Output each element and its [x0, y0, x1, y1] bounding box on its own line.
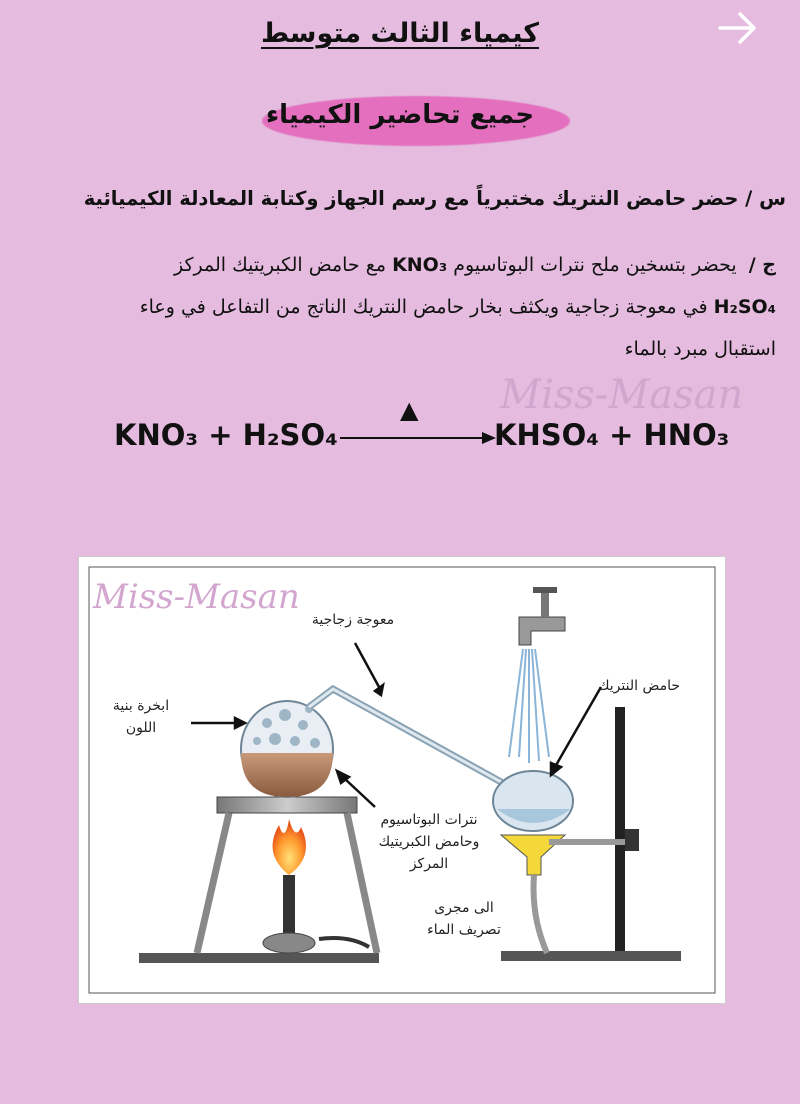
drain-label-line-2: تصريف الماء	[427, 922, 501, 938]
answer-line-1a: يحضر بتسخين ملح نترات البوتاسيوم	[453, 254, 737, 276]
question-text: س / حضر حامض النتريك مختبرياً مع رسم الجهاز وكتابة المعادلة الكيميائية	[83, 187, 786, 210]
drain-label	[409, 897, 519, 941]
answer-line-1b: مع حامض الكبريتيك المركز	[174, 254, 387, 276]
reagents-label-line-3: المركز	[409, 856, 449, 872]
answer-line-2-text: في معوجة زجاجية ويكثف بخار حامض النتريك الناتج من التفاعل في وعاء	[139, 296, 708, 318]
kno3-formula: KNO₃	[392, 254, 448, 276]
page-title: كيمياء الثالث متوسط	[261, 18, 539, 49]
vapors-label-line-1: ابخرة بنية	[112, 698, 170, 714]
equation-products: KHSO₄ + HNO₃	[494, 418, 730, 452]
heat-symbol: ▲	[400, 396, 419, 424]
reagents-label-line-2: وحامض الكبريتيك	[378, 834, 480, 850]
page-subtitle: جميع تحاضير الكيمياء	[265, 100, 535, 130]
answer-line-1	[36, 244, 776, 286]
reagents-label	[359, 809, 499, 875]
tripod-top	[217, 797, 357, 813]
drain-label-line-1: الى مجرى	[434, 900, 494, 916]
reagents-label-line-1: نترات البوتاسيوم	[380, 812, 478, 828]
vapors-label	[93, 695, 189, 739]
equation-reactants: KNO₃ + H₂SO₄	[114, 418, 338, 452]
answer-line-2	[36, 286, 776, 328]
right-bench	[501, 951, 681, 961]
left-bench	[139, 953, 379, 963]
watermark: Miss-Masan	[500, 372, 744, 418]
answer-prefix: ج /	[748, 254, 776, 276]
answer-text	[36, 244, 776, 370]
retort-label: معوجة زجاجية	[311, 612, 395, 628]
vapors-label-line-2: اللون	[125, 720, 157, 736]
answer-line-3: استقبال مبرد بالماء	[624, 338, 776, 360]
apparatus-diagram	[78, 556, 726, 1004]
water-tap	[519, 617, 565, 645]
retort-stand	[615, 707, 625, 951]
burner	[283, 875, 295, 937]
flame-icon	[273, 819, 306, 875]
nitric-acid-label: حامض النتريك	[597, 678, 681, 694]
h2so4-formula: H₂SO₄	[713, 296, 776, 318]
chemical-equation	[110, 396, 750, 472]
diagram-watermark: Miss-Masan	[93, 577, 300, 617]
